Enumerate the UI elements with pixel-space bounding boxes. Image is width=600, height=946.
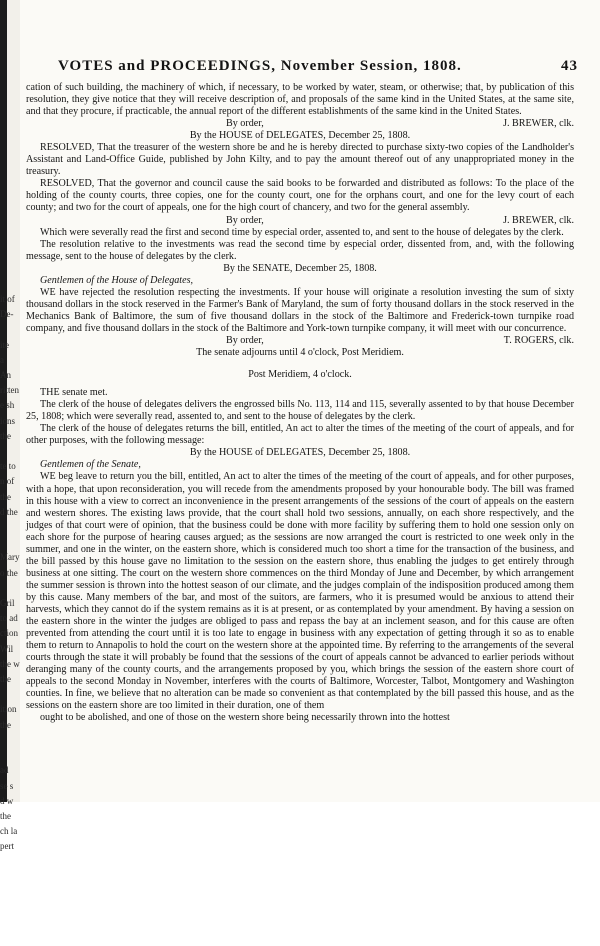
margin-fragment: the bbox=[0, 491, 11, 502]
margin-fragment: to ad bbox=[0, 613, 18, 624]
margin-fragment bbox=[0, 520, 22, 535]
paragraph: The resolution relative to the investments was read the second time by especial order, dissented from, and, with the following message, sent to the house of delegates by the clerk. bbox=[26, 238, 574, 262]
margin-fragment bbox=[0, 748, 22, 763]
margin-fragment: a bbox=[0, 354, 4, 365]
paragraph: The clerk of the house of delegates delivers the engrossed bills No. 113, 114 and 115, severally assented to by that house December 25, 1808; which were severally read, assented to, and sent to the house of delegates by the clerk. bbox=[26, 399, 574, 423]
facing-page-margin-fragments bbox=[0, 292, 22, 946]
margin-fragment bbox=[0, 855, 22, 870]
house-heading: By the HOUSE of DELEGATES, December 25, 1808. bbox=[189, 130, 411, 142]
margin-fragment: De- bbox=[0, 309, 14, 320]
paragraph: The clerk of the house of delegates returns the bill, entitled, An act to alter the times of the meeting of the court of appeals, and for other purposes, with the following message: bbox=[26, 423, 574, 447]
margin-fragment: d the bbox=[0, 506, 18, 517]
house-heading: By the HOUSE of DELEGATES, December 25, 1808. bbox=[189, 447, 411, 459]
signature-line bbox=[26, 118, 574, 130]
margin-fragment: Wil bbox=[0, 643, 14, 654]
margin-fragment bbox=[0, 581, 22, 596]
resolution-paragraph: RESOLVED, That the governor and council cause the said books to be forwarded and distributed as follows: To the place of the holding of the county courts, three copies, one for the county court, one for the orphans court, and one for the levy court of each county; and two for the court of appeals, one for the high court of chancery, and two for the general assembly. bbox=[26, 178, 574, 214]
margin-fragment: ition bbox=[0, 704, 17, 715]
paragraph: cation of such building, the machinery of which, if necessary, to be worked by water, steam, or otherwise; that, by publication of this resolution, they give notice that they will receive description of, and proposals of the same kind in the United States, at the same site, and that they procure, if practicable, the annual report of the different establishments of the same kind in the United States. bbox=[26, 82, 574, 118]
margin-fragment: An bbox=[0, 370, 11, 381]
margin-fragment: the bbox=[0, 719, 11, 730]
message-paragraph: WE have rejected the resolution respecting the investments. If your house will originate a resolution investing the sum of sixty thousand dollars in the stock reserved in the Farmer's Bank of Maryland, the sum of forty thousand dollars in the stock reserved in the Mechanics Bank of Baltimore, the sum of five thousand dollars in the stock of the Baltimore and Frederick-town turnpike road company, and five thousand dollars in the stock of the Baltimore and York-town turnpike company, it will meet with our concurrence. bbox=[26, 286, 574, 334]
margin-fragment bbox=[0, 687, 22, 702]
signature-right: T. ROGERS, clk. bbox=[503, 334, 574, 346]
signature-line bbox=[26, 215, 574, 227]
margin-fragment: ritten bbox=[0, 385, 19, 396]
margin-fragment: ch la bbox=[0, 826, 18, 837]
margin-fragment bbox=[0, 931, 22, 946]
margin-fragment: se s bbox=[0, 780, 14, 791]
margin-fragment: the bbox=[0, 810, 11, 821]
margin-fragment: pert bbox=[0, 841, 14, 852]
margin-fragment: ite bbox=[0, 339, 9, 350]
paragraph: ought to be abolished, and one of those on the western shore being necessarily thrown into the hottest bbox=[40, 712, 450, 724]
margin-fragment bbox=[0, 900, 22, 915]
margin-fragment bbox=[0, 733, 22, 748]
salutation: Gentlemen of the House of Delegates, bbox=[40, 274, 194, 286]
session-heading: Post Meridiem, 4 o'clock. bbox=[248, 369, 352, 381]
page-number: 43 bbox=[561, 58, 578, 74]
header-title: VOTES and PROCEEDINGS, November Session, 1808. bbox=[58, 58, 462, 74]
margin-fragment bbox=[0, 915, 22, 930]
paragraph: THE senate met. bbox=[40, 387, 108, 399]
margin-fragment: Mary bbox=[0, 552, 20, 563]
paragraph: Which were severally read the first and second time by especial order, assented to, and sent to the house of delegates by the clerk. bbox=[40, 226, 564, 238]
signature-right: J. BREWER, clk. bbox=[503, 118, 574, 130]
margin-fragment: n of bbox=[0, 476, 15, 487]
signature-left: By order, bbox=[226, 214, 264, 226]
page-body bbox=[26, 82, 574, 724]
adjournment-line: The senate adjourns until 4 o'clock, Post Meridiem. bbox=[196, 347, 404, 359]
margin-fragment: ction bbox=[0, 628, 18, 639]
signature-line bbox=[26, 335, 574, 347]
margin-fragment bbox=[0, 535, 22, 550]
margin-fragment: the bbox=[0, 430, 11, 441]
margin-fragment: the bbox=[0, 674, 11, 685]
margin-fragment: te to bbox=[0, 461, 16, 472]
page-header bbox=[58, 58, 578, 75]
resolution-paragraph: RESOLVED, That the treasurer of the western shore be and he is hereby directed to purchase sixty-two copies of the Landholder's Assistant and Land-Office Guide, published by John Kilty, and to pay the amount thereof out of any unappropriated money in the treasury. bbox=[26, 142, 574, 178]
margin-fragment: ions bbox=[0, 415, 16, 426]
margin-fragment: d w bbox=[0, 795, 14, 806]
signature-right: J. BREWER, clk. bbox=[503, 214, 574, 226]
signature-left: By order, bbox=[226, 118, 264, 130]
margin-fragment bbox=[0, 444, 22, 459]
message-paragraph: WE beg leave to return you the bill, entitled, An act to alter the times of the meeting of the court of appeals, and for other purposes, with a hope, that upon reconsideration, you will recede from the amendments proposed by your honourable body. The bill was framed in this house with a view to correct an inconvenience in the present arrangements of the sessions of the court of appeals on the eastern and western shores. The existing laws provide, that the court shall hold two sessions, annually, on each shore respectively, and the judges of that court were of opinion, that the business could be done with more facility by suffering them to hold one session only on each shore for the purpose of hearing causes argued; as the sessions are now arranged the court is restricted to one week only in the summer, and one in the winter, on the eastern shore, which is considered much too short a time for the transaction of the business, and the bill passed by this house gave no limitation to the session on the eastern shore, thus enabling the judges to get entirely through business at one sitting. The court on the western shore commences on the third Monday of June and December, by which arrangement the summer session is thrown into the hottest season of our climate, and the judges complain of the indisposition produced among them by this cause. Many members of the bar, and most of the suitors, are farmers, who it is presumed would be anxious to attend their harvests, which they cannot do if the system remains as it is at present, or as contemplated by your amendment. By having a session on the eastern shore in the winter the judges are obliged to pass and repass the bay at an inclement season, and for this cause are often prevented from attending the court until it is too late to engage in business with any expectation of getting through it so as to enable them to return to Annapolis to hold the court on the western shore at the appointed time. By referring to the arrangements of the several courts through the state it will probably be found that the sessions of the court of appeals cannot be advanced to earlier periods without deranging many of the county courts, and the arrangements proposed by you, which brings the session of the eastern shore court of appeals to the second Monday in November, interferes with the courts of Baltimore, Worcester, Talbot, Montgomery and Washington counties. In fine, we believe that no alteration can be made so convenient as that contemplated by the bill passed this house, and as the sessions on the eastern shore are too limited in their duration, one of them bbox=[26, 471, 574, 712]
margin-fragment: Gril bbox=[0, 598, 15, 609]
margin-fragment bbox=[0, 322, 22, 337]
margin-fragment bbox=[0, 870, 22, 885]
margin-fragment: the w bbox=[0, 658, 20, 669]
margin-fragment: ad bbox=[0, 765, 9, 776]
margin-fragment: it of bbox=[0, 294, 15, 304]
senate-heading: By the SENATE, December 25, 1808. bbox=[223, 262, 377, 274]
margin-fragment bbox=[0, 885, 22, 900]
margin-fragment: e sh bbox=[0, 400, 15, 411]
signature-left: By order, bbox=[226, 334, 264, 346]
salutation: Gentlemen of the Senate, bbox=[40, 459, 141, 471]
margin-fragment: o the bbox=[0, 567, 18, 578]
